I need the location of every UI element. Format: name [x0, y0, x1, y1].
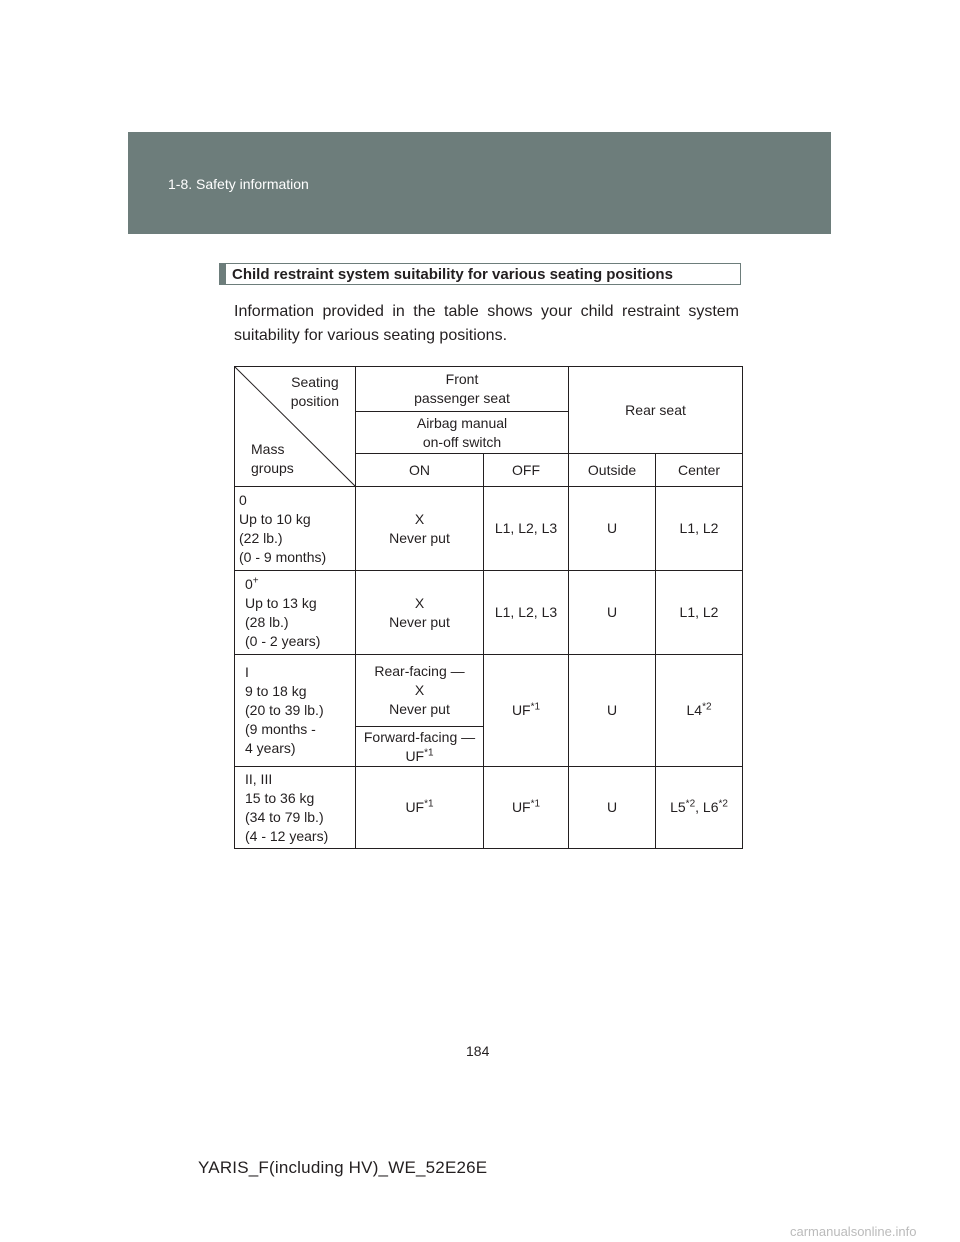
seating-position-label: [291, 373, 339, 411]
on-value: UF: [405, 799, 425, 815]
mass-group-cell: [235, 655, 356, 767]
corner-top-line-2: position: [290, 393, 339, 409]
corner-bottom-line-2: groups: [251, 460, 294, 476]
airbag-line-1: Airbag manual: [416, 414, 508, 431]
front-seat-line-1: Front: [445, 371, 479, 387]
on-cell: [356, 487, 484, 571]
suitability-table-wrap: [234, 366, 742, 850]
group-line: (0 - 9 months): [239, 548, 327, 565]
on-value: UF: [405, 747, 425, 764]
page-number: 184: [466, 1043, 490, 1059]
center-value: L4: [686, 702, 703, 718]
center-value: L5: [670, 799, 686, 815]
outside-cell: U: [569, 655, 656, 767]
col-off: OFF: [484, 454, 569, 487]
corner-bottom-line-1: Mass: [251, 441, 285, 457]
group-line: II, III: [245, 770, 273, 787]
on-line: X: [414, 682, 425, 698]
footnote-ref: *2: [702, 701, 712, 713]
section-title: 1-8. Safety information: [168, 176, 309, 192]
on-rear-facing-cell: [356, 655, 484, 727]
outside-cell: U: [569, 487, 656, 571]
group-line: 4 years): [245, 740, 296, 756]
group-line: (9 months -: [245, 721, 316, 737]
document-footer: YARIS_F(including HV)_WE_52E26E: [198, 1158, 488, 1177]
footnote-ref: *1: [424, 798, 434, 810]
group-line: (28 lb.): [245, 613, 289, 630]
group-line: (20 to 39 lb.): [245, 702, 324, 718]
on-cell: [356, 571, 484, 655]
corner-top-line-1: Seating: [291, 374, 339, 390]
on-line: Rear-facing —: [374, 663, 465, 679]
topic-title: Child restraint system suitability for various seating positions: [232, 266, 673, 283]
off-cell: L1, L2, L3: [484, 571, 569, 655]
on-value: X: [414, 594, 425, 611]
topic-marker: [220, 264, 226, 284]
off-value: UF: [511, 799, 531, 815]
watermark: carmanualsonline.info: [790, 1224, 917, 1239]
group-line: 9 to 18 kg: [245, 683, 307, 699]
center-cell: [656, 655, 743, 767]
on-note: Never put: [389, 529, 450, 546]
group-line: (4 - 12 years): [245, 827, 329, 844]
on-line: Forward-facing —: [363, 728, 476, 745]
center-value: L6: [702, 799, 719, 815]
group-line: (0 - 2 years): [245, 632, 321, 649]
table-row: [235, 655, 743, 727]
group-line: 15 to 36 kg: [245, 789, 315, 806]
off-cell: [484, 655, 569, 767]
col-outside: Outside: [569, 454, 656, 487]
intro-paragraph: Information provided in the table shows your child restraint system suitability for various seating positions.: [234, 303, 739, 344]
center-separator: ,: [695, 799, 703, 815]
on-forward-facing-cell: [356, 727, 484, 767]
group-line: (22 lb.): [239, 529, 283, 546]
front-seat-header: [356, 367, 569, 412]
airbag-switch-header: [356, 412, 569, 454]
footnote-ref: *2: [718, 798, 728, 810]
on-value: X: [414, 510, 425, 527]
col-center: Center: [656, 454, 743, 487]
col-on: ON: [356, 454, 484, 487]
group-line: 0: [239, 491, 247, 508]
group-head: 0: [245, 575, 253, 592]
group-superscript: +: [252, 574, 259, 586]
table-row: [235, 571, 743, 655]
corner-header-cell: [235, 367, 356, 487]
group-line: (34 to 79 lb.): [245, 808, 324, 825]
mass-group-cell: [235, 767, 356, 849]
topic-heading: [219, 263, 741, 285]
on-cell: [356, 767, 484, 849]
group-line: Up to 13 kg: [245, 594, 317, 611]
group-line: [245, 575, 355, 594]
center-cell: L1, L2: [656, 571, 743, 655]
front-seat-line-2: passenger seat: [414, 390, 510, 406]
on-line: [356, 747, 483, 766]
off-cell: [484, 767, 569, 849]
footnote-ref: *1: [530, 701, 541, 713]
off-cell: L1, L2, L3: [484, 487, 569, 571]
footnote-ref: *2: [685, 798, 696, 810]
center-cell: [656, 767, 743, 849]
header-band: [128, 132, 831, 234]
center-cell: L1, L2: [656, 487, 743, 571]
outside-cell: U: [569, 767, 656, 849]
group-line: Up to 10 kg: [239, 510, 311, 527]
suitability-table: [234, 366, 743, 849]
mass-group-cell: [235, 487, 356, 571]
outside-cell: U: [569, 571, 656, 655]
on-line: Never put: [389, 701, 450, 717]
rear-seat-header: Rear seat: [569, 367, 743, 454]
table-row: [235, 767, 743, 849]
footnote-ref: *1: [424, 746, 434, 758]
mass-groups-label: [251, 440, 294, 478]
group-line: I: [245, 664, 249, 680]
footnote-ref: *1: [530, 798, 541, 810]
airbag-line-2: on-off switch: [422, 433, 502, 450]
mass-group-cell: [235, 571, 356, 655]
on-note: Never put: [389, 613, 450, 630]
off-value: UF: [511, 702, 531, 718]
table-row: [235, 487, 743, 571]
